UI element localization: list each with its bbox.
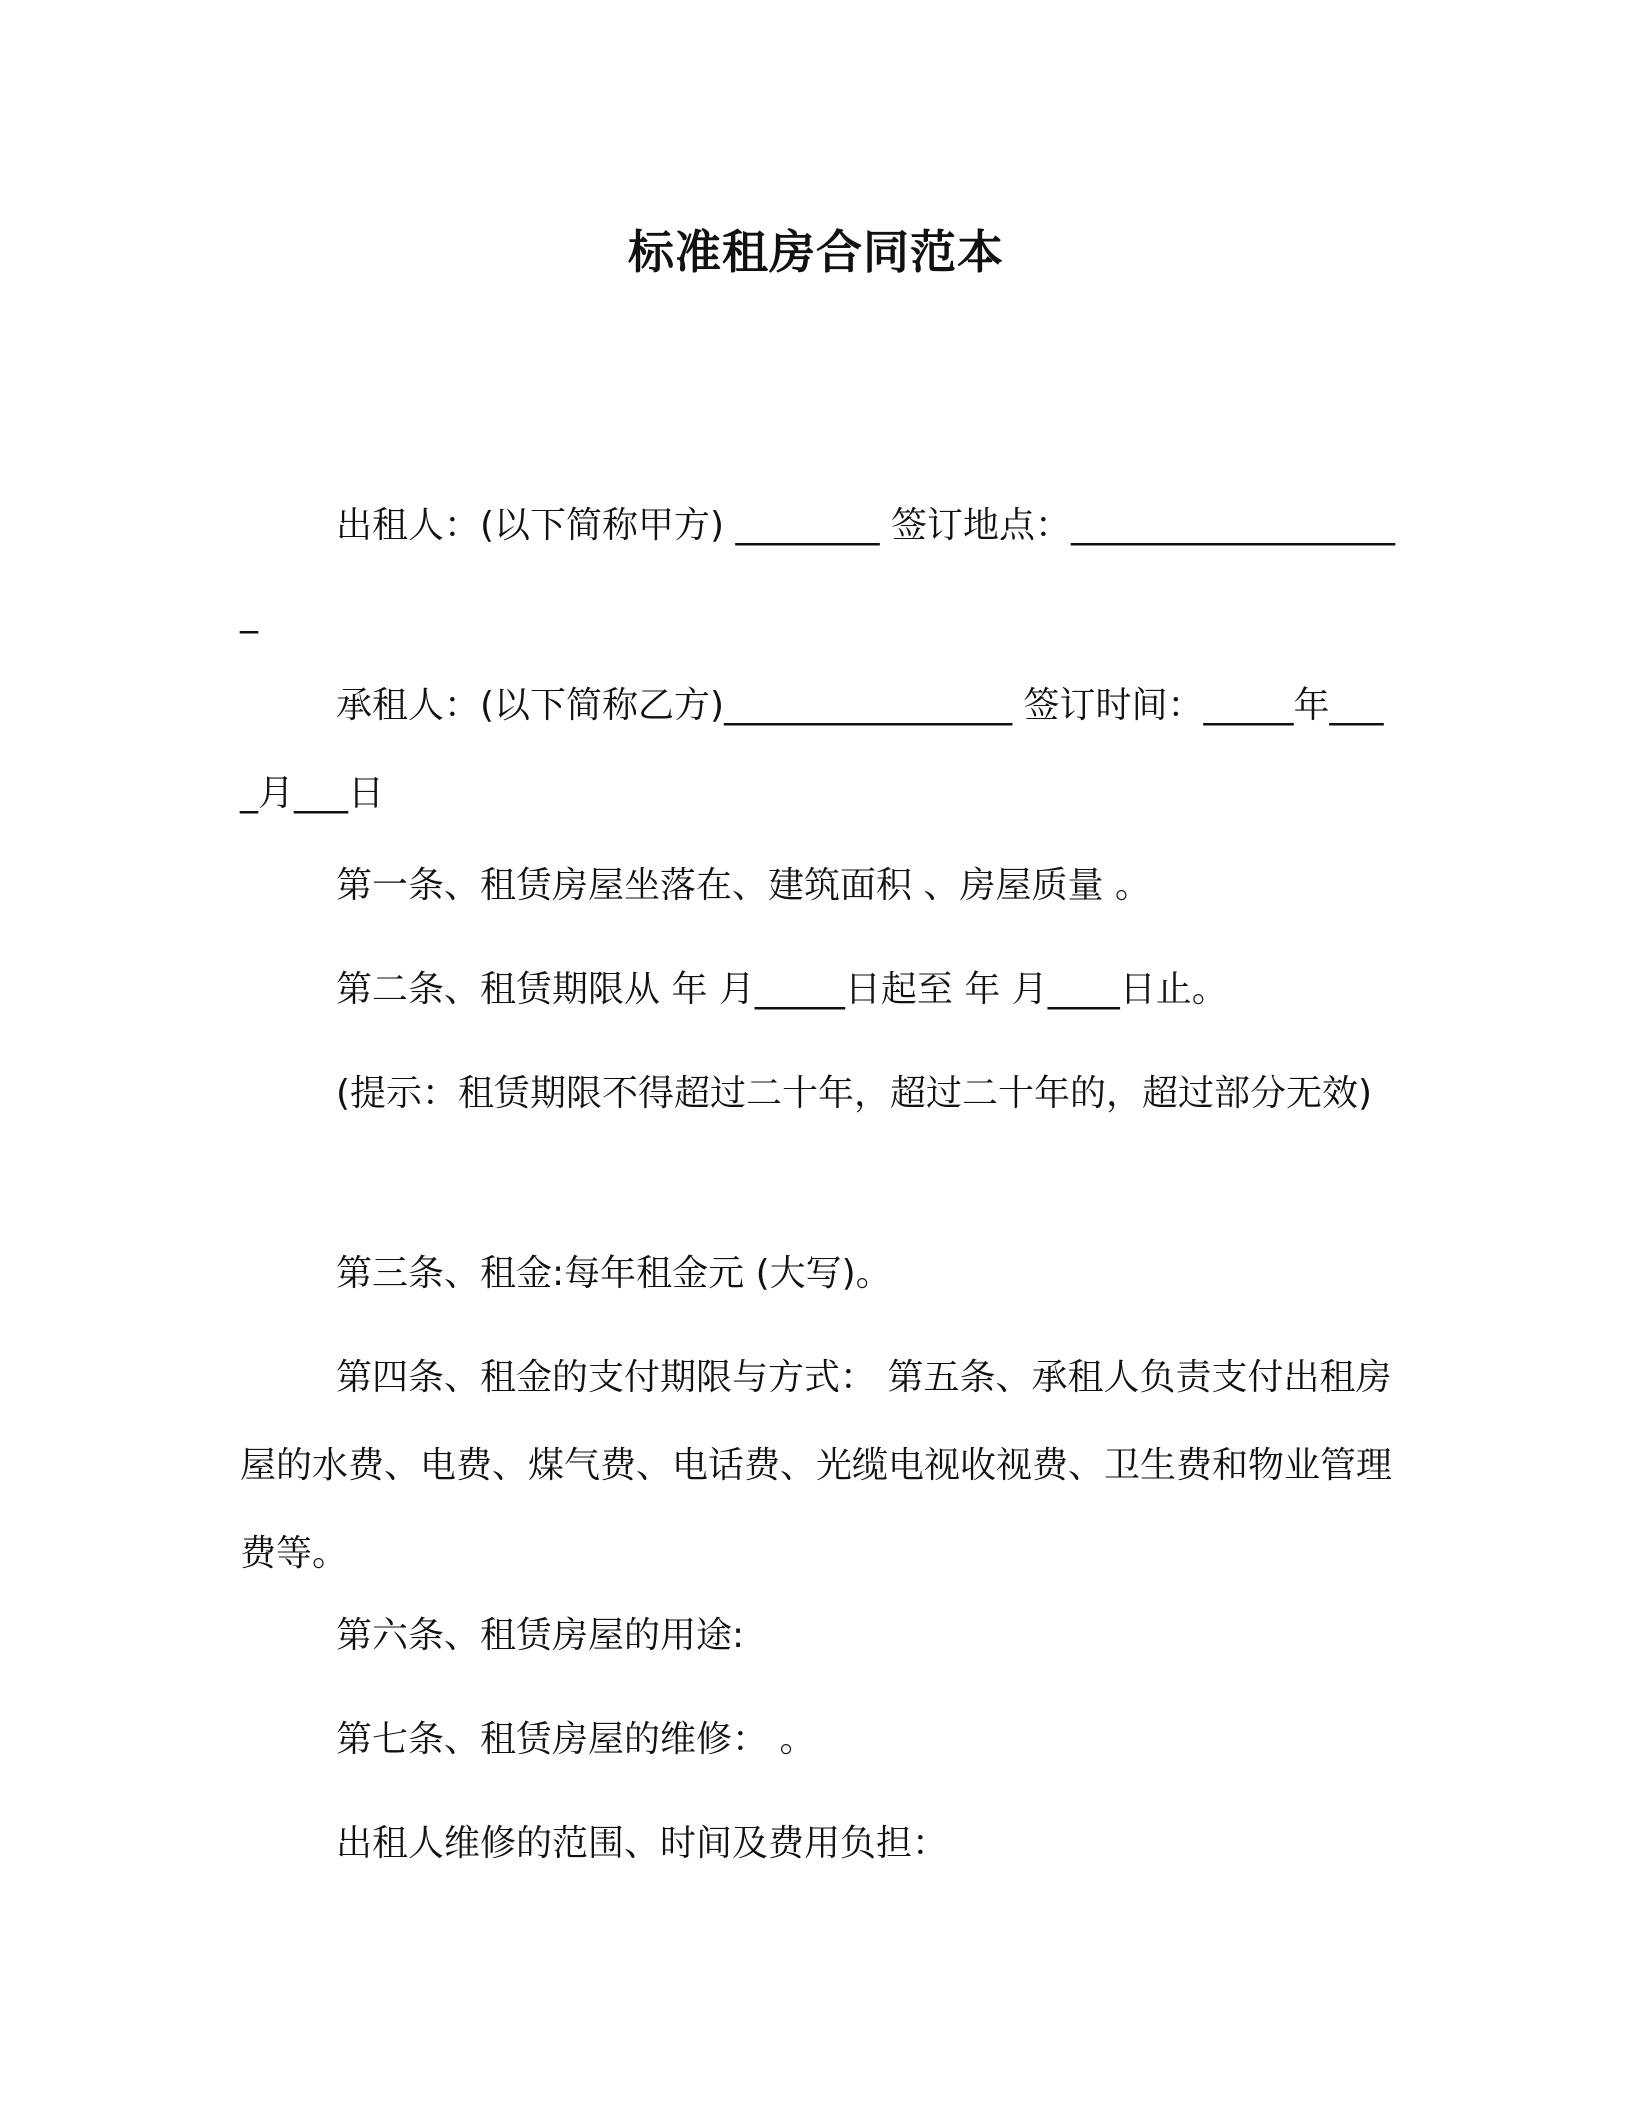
document-title: 标准租房合同范本 [628, 225, 1004, 279]
paragraph-article-1: 第一条、租赁房屋坐落在、建筑面积 、房屋质量 。 [336, 865, 1151, 906]
paragraph-article-3: 第三条、租金:每年租金元 (大写)。 [336, 1253, 892, 1294]
paragraph-article-6: 第六条、租赁房屋的用途: [336, 1615, 745, 1656]
paragraph-article-4-5: 第四条、租金的支付期限与方式： 第五条、承租人负责支付出租房屋的水费、电费、煤气费、电话费、光缆电视收视费、卫生费和物业管理费等。 [240, 1357, 1393, 1574]
paragraph-lessee: 承租人：(以下简称乙方)________________ 签订时间：_____年____月___日 [240, 685, 1384, 814]
paragraph-lessor: 出租人：(以下简称甲方) ________ 签订地点：___________________ [240, 505, 1395, 634]
paragraph-hint: (提示：租赁期限不得超过二十年，超过二十年的，超过部分无效) [336, 1073, 1373, 1114]
paragraph-article-2: 第二条、租赁期限从 年 月_____日起至 年 月____日止。 [336, 969, 1228, 1010]
paragraph-repair-scope: 出租人维修的范围、时间及费用负担： [336, 1823, 949, 1864]
paragraph-article-7: 第七条、租赁房屋的维修： 。 [336, 1719, 816, 1760]
